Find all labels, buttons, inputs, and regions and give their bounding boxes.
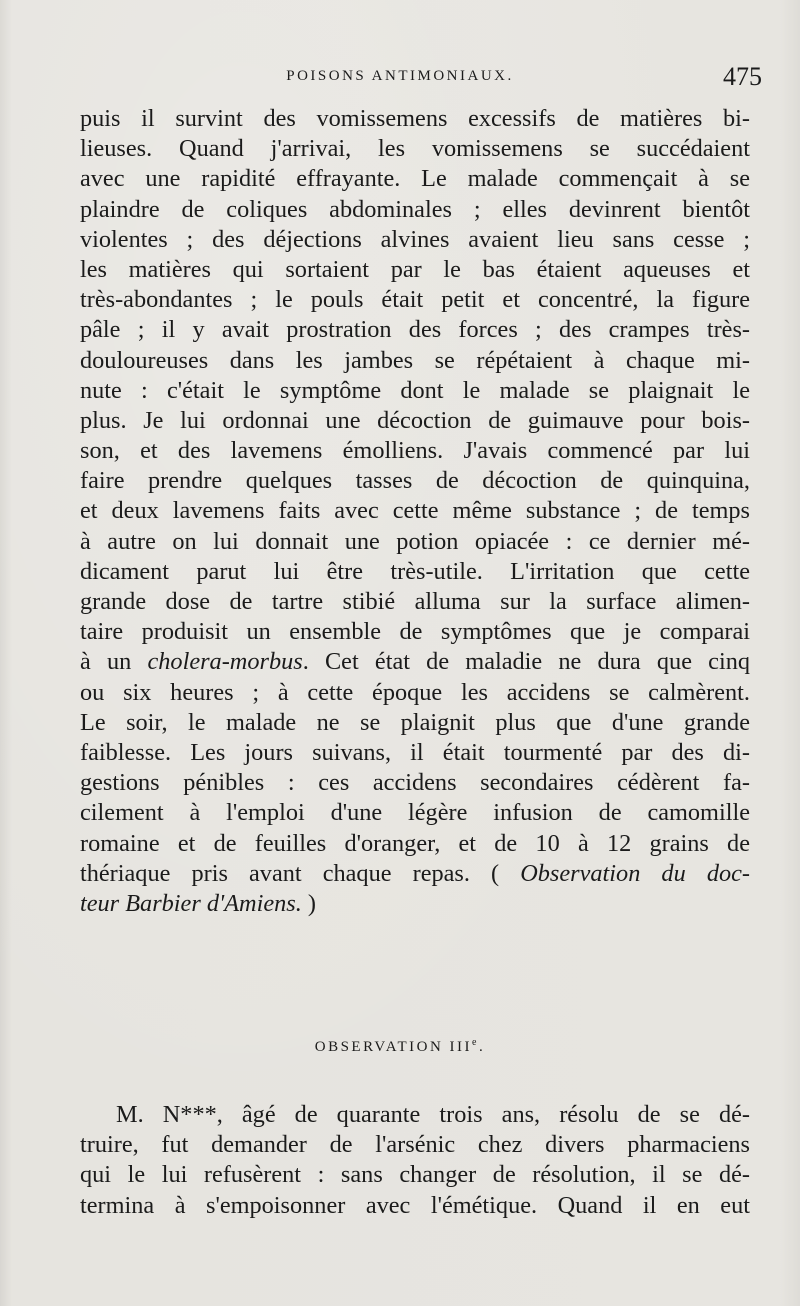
- text-line: faire prendre quelques tasses de décoction de quinquina,: [80, 467, 750, 495]
- text-line: termina à s'empoisonner avec l'émétique. Quand il en eut: [80, 1191, 750, 1219]
- text-line: lieuses. Quand j'arrivai, les vomissemens se succédaient: [80, 135, 750, 163]
- section-heading-superscript: e: [472, 1037, 479, 1048]
- text-line: avec une rapidité effrayante. Le malade commençait à se: [80, 165, 750, 193]
- text-segment: thériaque pris avant chaque repas. (: [80, 859, 521, 887]
- text-line: romaine et de feuilles d'oranger, et de 10 à 12 grains de: [80, 829, 750, 857]
- text-segment: à un: [80, 648, 148, 676]
- text-segment: ): [301, 889, 316, 917]
- text-line: [80, 647, 750, 677]
- section-heading-end: .: [478, 1039, 486, 1055]
- text-line: M. N***, âgé de quarante trois ans, résolu de se dé-: [116, 1101, 750, 1128]
- text-line: faiblesse. Les jours suivans, il était tourmenté par des di-: [80, 738, 750, 766]
- text-line: nute : c'était le symptôme dont le malade se plaignait le: [80, 376, 750, 404]
- text-line: [80, 859, 750, 889]
- paragraph-observation-end: [80, 104, 750, 919]
- text-line: et deux lavemens faits avec cette même substance ; de temps: [80, 497, 750, 525]
- text-line: pâle ; il y avait prostration des forces ; des crampes très-: [80, 316, 750, 344]
- text-line: [80, 889, 750, 919]
- italic-citation: Observation du doc-: [520, 859, 750, 887]
- text-line: ou six heures ; à cette époque les accidens se calmèrent.: [80, 678, 750, 706]
- running-title: POISONS ANTIMONIAUX.: [286, 68, 514, 84]
- text-line: plaindre de coliques abdominales ; elles devinrent bientôt: [80, 195, 750, 223]
- text-line: taire produisit un ensemble de symptômes que je comparai: [80, 618, 750, 646]
- paragraph-observation-3: [80, 1100, 750, 1221]
- text-line: plus. Je lui ordonnai une décoction de guimauve pour bois-: [80, 406, 750, 434]
- text-line: cilement à l'emploi d'une légère infusion de camomille: [80, 799, 750, 827]
- text-line: puis il survint des vomissemens excessifs de matières bi-: [80, 105, 750, 132]
- text-line: à autre on lui donnait une potion opiacée : ce dernier mé-: [80, 527, 750, 555]
- page-number: 475: [723, 62, 762, 91]
- text-line: grande dose de tartre stibié alluma sur la surface alimen-: [80, 588, 750, 615]
- text-line: douloureuses dans les jambes se répétaient à chaque mi-: [80, 346, 750, 374]
- text-segment: . Cet état de maladie ne dura que cinq: [302, 648, 751, 676]
- text-line: dicament parut lui être très-utile. L'irritation que cette: [80, 557, 750, 585]
- text-line: gestions pénibles : ces accidens secondaires cédèrent fa-: [80, 769, 750, 797]
- text-line: violentes ; des déjections alvines avaient lieu sans cesse ;: [80, 225, 750, 253]
- italic-term: cholera-morbus: [147, 648, 303, 676]
- text-line: Le soir, le malade ne se plaignit plus que d'une grande: [80, 708, 750, 736]
- italic-citation: teur Barbier d'Amiens.: [80, 889, 302, 917]
- text-line: très-abondantes ; le pouls était petit et concentré, la figure: [80, 286, 750, 314]
- text-line: truire, fut demander de l'arsénic chez divers pharmaciens: [80, 1131, 750, 1159]
- text-line: qui le lui refusèrent : sans changer de résolution, il se dé-: [80, 1161, 750, 1189]
- page-header: [0, 62, 800, 102]
- section-heading-text: OBSERVATION III: [314, 1039, 473, 1055]
- text-line: les matières qui sortaient par le bas étaient aqueuses et: [80, 255, 750, 283]
- text-line: son, et des lavemens émolliens. J'avais commencé par lui: [80, 437, 750, 465]
- section-heading: [0, 1037, 800, 1056]
